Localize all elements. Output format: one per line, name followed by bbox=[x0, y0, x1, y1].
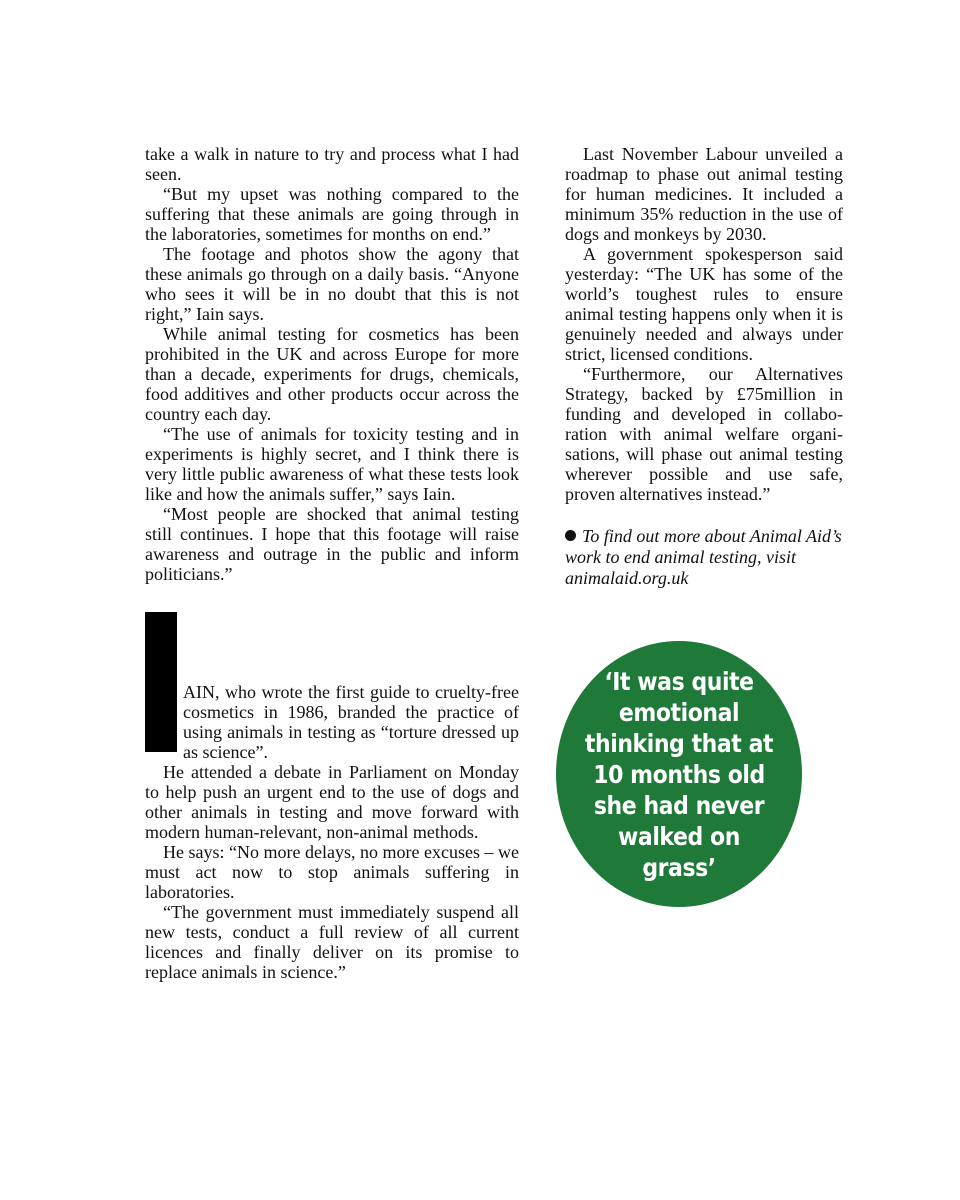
left-column bbox=[145, 144, 519, 982]
body-paragraph: Last November Labour unveiled a roadmap to phase out animal testing for human medicines. It included a minimum 35% reduction in the use of dogs and monkeys by 2030. bbox=[565, 144, 843, 244]
right-column bbox=[565, 144, 843, 589]
pull-quote-circle bbox=[556, 641, 802, 907]
body-paragraph: “The government must immediately suspend all new tests, conduct a full review of all current licences and finally deliver on its promise to replace animals in science.” bbox=[145, 902, 519, 982]
body-paragraph: He says: “No more delays, no more excuses – we must act now to stop animals suffering in laboratories. bbox=[145, 842, 519, 902]
body-paragraph: “Most people are shocked that animal testing still continues. I hope that this footage will raise awareness and outrage in the public and inform politicians.” bbox=[145, 504, 519, 584]
dropcap-letter bbox=[145, 612, 177, 752]
pull-quote-text: ‘It was quite emotional thinking that at 10 months old she had never walked on grass’ bbox=[584, 666, 774, 882]
body-paragraph: While animal testing for cosmetics has been prohibited in the UK and across Europe for more than a decade, experiments for drugs, chemicals, food additives and other products occur across the country each day. bbox=[145, 324, 519, 424]
body-paragraph: take a walk in nature to try and process what I had seen. bbox=[145, 144, 519, 184]
body-paragraph: A government spokesperson said yesterday: “The UK has some of the world’s toughest rules to ensure animal testing happens only when it is genuinely needed and always under strict, licensed conditions. bbox=[565, 244, 843, 364]
body-paragraph: He attended a debate in Parliament on Monday to help push an urgent end to the use of dogs and other animals in testing and move forward with modern human-relevant, non-animal methods. bbox=[145, 762, 519, 842]
info-note bbox=[565, 526, 843, 589]
bullet-icon bbox=[565, 530, 576, 541]
body-paragraph: “Furthermore, our Alternatives Strategy, backed by £75million in funding and developed in collaboration with animal welfare organisations, will phase out animal testing wherever possible and use safe, proven alternatives instead.” bbox=[565, 364, 843, 504]
body-paragraph: “But my upset was nothing compared to the suffering that these animals are going through in the laboratories, sometimes for months on end.” bbox=[145, 184, 519, 244]
info-text: To find out more about Animal Aid’s work to end animal testing, visit animalaid.org.uk bbox=[565, 526, 842, 588]
body-paragraph: “The use of animals for toxicity testing and in experiments is highly secret, and I think there is very little public awareness of what these tests look like and how the animals suffer,” says Iain. bbox=[145, 424, 519, 504]
dropcap-paragraph: AIN, who wrote the first guide to cruelty-free cosmetics in 1986, branded the practice of using animals in testing as “torture dressed up as science”. bbox=[183, 682, 519, 762]
dropcap-section bbox=[145, 612, 519, 762]
body-paragraph: The footage and photos show the agony that these animals go through on a daily basis. “Anyone who sees it will be in no doubt that this is not right,” Iain says. bbox=[145, 244, 519, 324]
